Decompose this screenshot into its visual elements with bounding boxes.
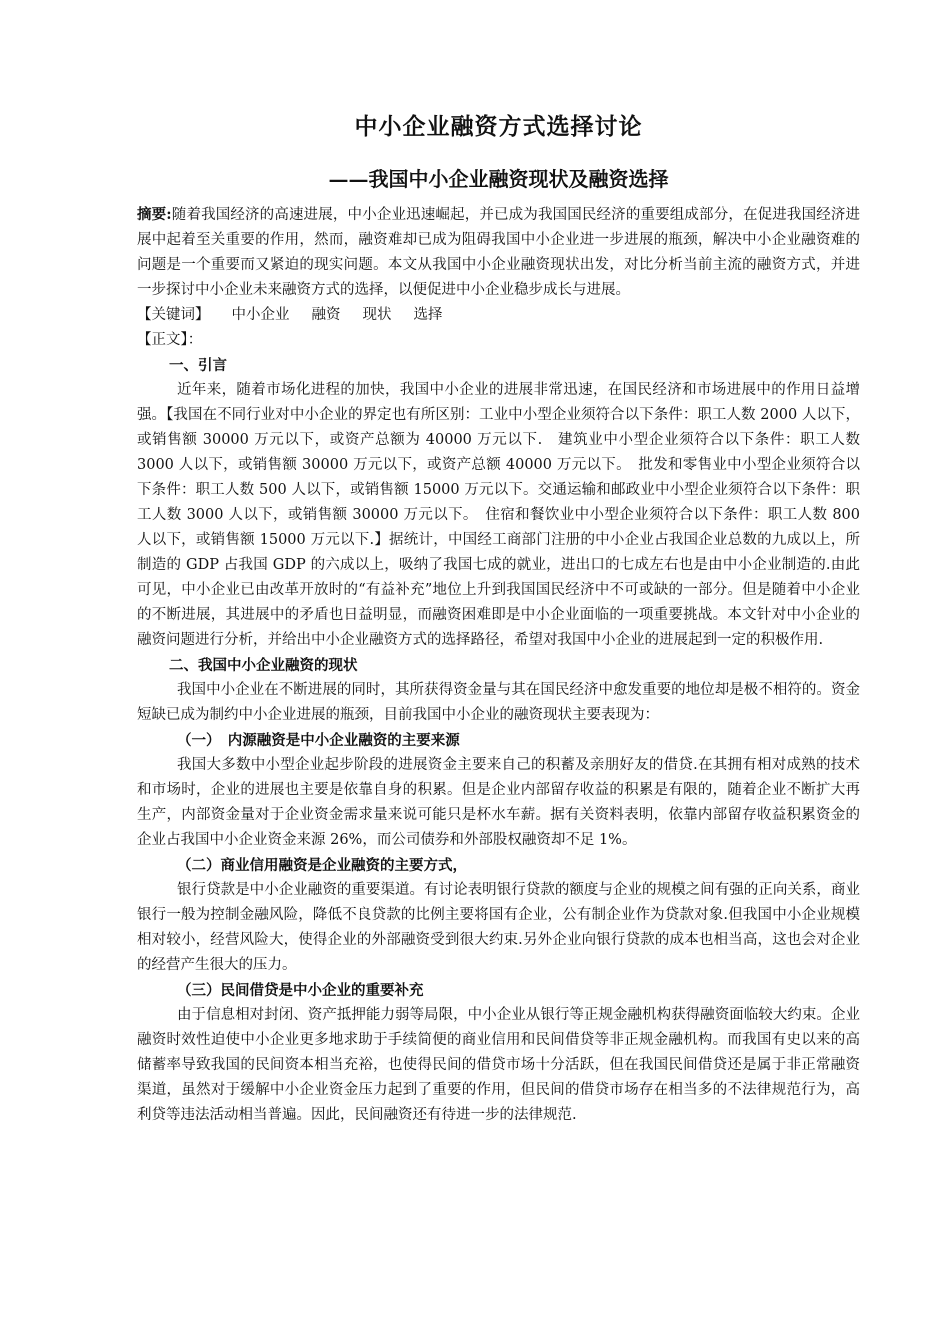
- subsection-heading: （一） 内源融资是中小企业融资的主要来源: [177, 732, 460, 749]
- subsection-paragraph: 由于信息相对封闭、资产抵押能力弱等局限，中小企业从银行等正规金融机构获得融资面临较大约束。企业融资时效性迫使中小企业更多地求助于手续简便的商业信用和民间借贷等非正规金融机构。而我国有史以来的高储蓄率导致我国的民间资本相当充裕，也使得民间的借贷市场十分活跃，但在我国民间借贷还是属于非正常融资渠道，虽然对于缓解中小企业资金压力起到了重要的作用，但民间的借贷市场存在相当多的不法律规范行为，高利贷等违法活动相当普遍。因此，民间融资还有待进一步的法律规范.: [137, 1007, 860, 1123]
- subsection-paragraph: 我国大多数中小型企业起步阶段的进展资金主要来自己的积蓄及亲朋好友的借贷.在其拥有相对成熟的技术和市场时，企业的进展也主要是依靠自身的积累。但是企业内部留存收益的积累是有限的，随着企业不断扩大再生产，内部资金量对于企业资金需求量来说可能只是杯水车薪。据有关资料表明，依靠内部留存收益积累资金的企业占我国中小企业资金来源 26%，而公司债券和外部股权融资却不足 1%。: [137, 757, 860, 848]
- abstract-label: 摘要:: [137, 206, 172, 223]
- section-heading: 二、我国中小企业融资的现状: [169, 657, 358, 674]
- document-title: 中小企业融资方式选择讨论: [354, 113, 643, 140]
- main-text-label: 【正文】：: [137, 332, 203, 348]
- keywords-row: [137, 303, 860, 328]
- section-paragraph: 近年来，随着市场化进程的加快，我国中小企业的进展非常迅速，在国民经济和市场进展中的作用日益增强。【我国在不同行业对中小企业的界定也有所区别：工业中小型企业须符合以下条件：职工人数 2000 人以下，或销售额 30000 万元以下，或资产总额为 40000 万元以下. 建筑业中小型企业须符合以下条件：职工人数 3000 人以下，或销售额 30000 万元以下，或资产总额 40000 万元以下。 批发和零售业中小型企业须符合以下条件：职工人数 500 人以下，或销售额 15000 万元以下。交通运输和邮政业中小型企业须符合以下条件：职工人数 3000 人以下，或销售额 30000 万元以下。 住宿和餐饮业中小型企业须符合以下条件：职工人数 800 人以下，或销售额 15000 万元以下.】据统计，中国经工商部门注册的中小企业占我国企业总数的九成以上，所制造的 GDP 占我国 GDP 的六成以上，吸纳了我国七成的就业，进出口的七成左右也是由中小企业制造的.由此可见，中小企业已由改革开放时的“有益补充”地位上升到我国国民经济中不可或缺的一部分。但是随着中小企业的不断进展，其进展中的矛盾也日益明显，而融资困难即是中小企业面临的一项重要挑战。本文针对中小企业的融资问题进行分析，并给出中小企业融资方式的选择路径，希望对我国中小企业的进展起到一定的积极作用.: [137, 382, 860, 648]
- section-heading: 一、引言: [169, 357, 227, 374]
- section-paragraph: 我国中小企业在不断进展的同时，其所获得资金量与其在国民经济中愈发重要的地位却是极不相符的。资金短缺已成为制约中小企业进展的瓶颈，目前我国中小企业的融资现状主要表现为：: [137, 682, 860, 723]
- abstract-text: 随着我国经济的高速进展，中小企业迅速崛起，并已成为我国国民经济的重要组成部分，在促进我国经济进展中起着至关重要的作用，然而，融资难却已成为阻碍我国中小企业进一步进展的瓶颈，解决中小企业融资难的问题是一个重要而又紧迫的现实问题。本文从我国中小企业融资现状出发，对比分析当前主流的融资方式，并进一步探讨中小企业未来融资方式的选择，以便促进中小企业稳步成长与进展。: [137, 207, 861, 298]
- abstract: [137, 202, 860, 303]
- keyword: 选择: [413, 307, 443, 323]
- keyword: 融资: [311, 307, 341, 323]
- subsection-paragraph: 银行贷款是中小企业融资的重要渠道。有讨论表明银行贷款的额度与企业的规模之间有强的正向关系，商业银行一般为控制金融风险，降低不良贷款的比例主要将国有企业，公有制企业作为贷款对象.但我国中小企业规模相对较小，经营风险大，使得企业的外部融资受到很大约束.另外企业向银行贷款的成本也相当高，这也会对企业的经营产生很大的压力。: [137, 882, 860, 973]
- subsection-heading: （二）商业信用融资是企业融资的主要方式，: [177, 857, 467, 874]
- keywords-label: 【关键词】: [137, 307, 210, 323]
- document-subtitle: ——我国中小企业融资现状及融资选择: [328, 167, 669, 191]
- keyword: 中小企业: [231, 307, 290, 323]
- keyword: 现状: [362, 307, 392, 323]
- subsection-heading: （三）民间借贷是中小企业的重要补充: [177, 982, 424, 999]
